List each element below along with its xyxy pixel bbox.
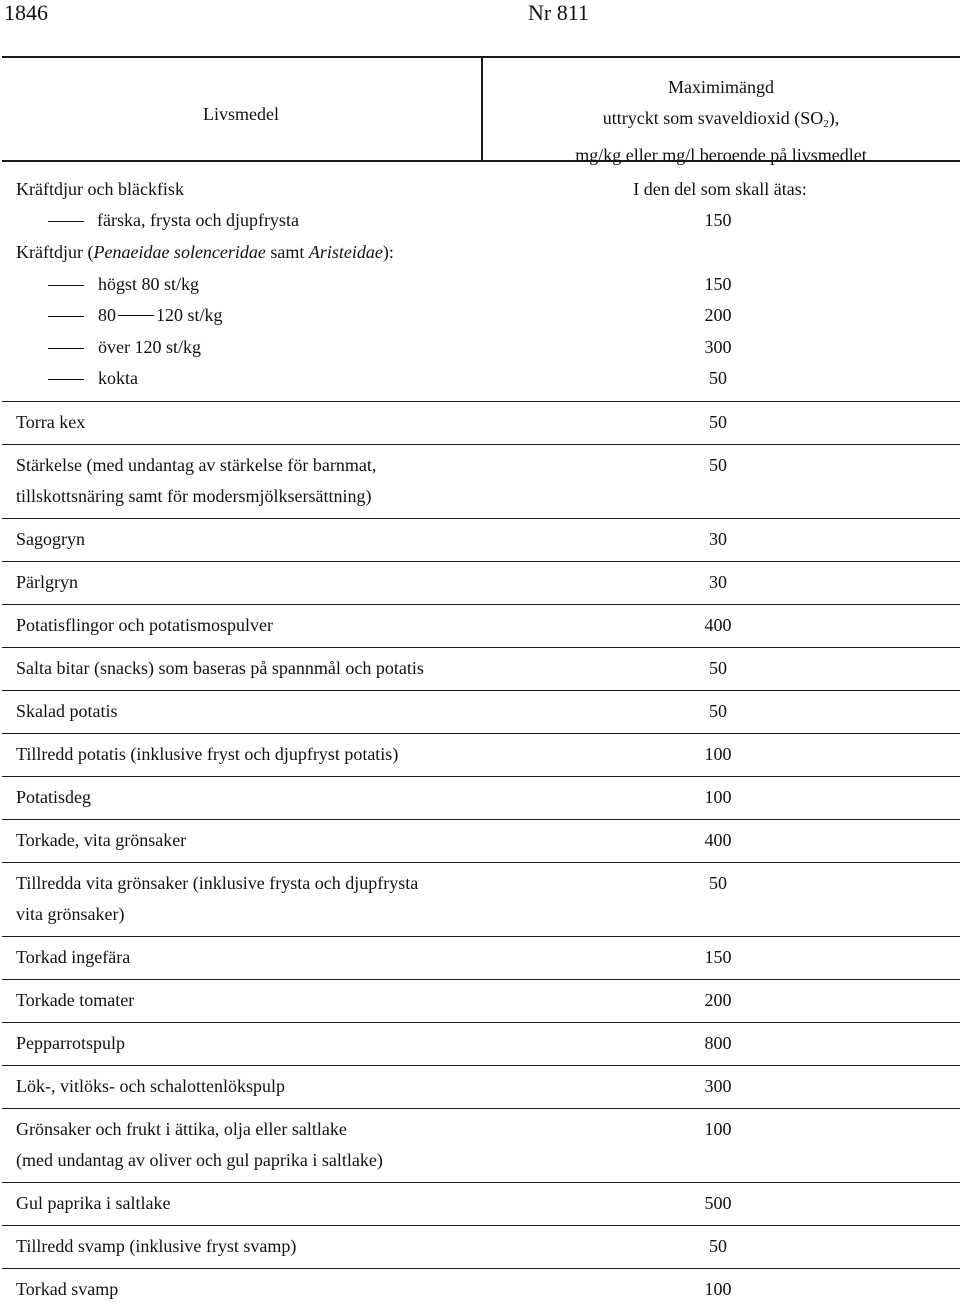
sub-120-value: 300 (704, 337, 732, 357)
row-separator (2, 733, 960, 734)
sub-120-label: över 120 st/kg (98, 337, 201, 357)
food-label: Torkad ingefära (16, 947, 131, 967)
row-separator (2, 690, 960, 691)
max-amount-value: 200 (704, 990, 732, 1010)
food-label: Torra kex (16, 412, 86, 432)
max-amount-value: 50 (709, 412, 727, 432)
so2-text: uttryckt som svaveldioxid (SO (602, 108, 824, 128)
document-number: Nr 811 (528, 0, 589, 25)
row-separator (2, 776, 960, 777)
max-amount-value: 100 (704, 1279, 732, 1299)
max-amount-value: 400 (704, 615, 732, 635)
sub-cooked-value: 50 (709, 368, 727, 388)
row-separator (2, 1182, 960, 1183)
dash-icon (48, 285, 84, 286)
row-separator (2, 401, 960, 402)
row-separator (2, 604, 960, 605)
penaeidae-species1: Penaeidae solenceridae (93, 242, 266, 262)
sub-80-value: 150 (704, 274, 732, 294)
food-label: Skalad potatis (16, 701, 118, 721)
row-separator (2, 1268, 960, 1269)
so2-subscript: 2 (823, 118, 829, 130)
food-label: Tillredd potatis (inklusive fryst och djupfryst potatis) (16, 744, 399, 764)
max-amount-value: 30 (709, 529, 727, 549)
food-label-continued: (med undantag av oliver och gul paprika i saltlake) (16, 1150, 383, 1170)
row-separator (2, 979, 960, 980)
range-end: 120 st/kg (156, 305, 223, 325)
food-label: Lök-, vitlöks- och schalottenlökspulp (16, 1076, 285, 1096)
food-label: Torkade, vita grönsaker (16, 830, 187, 850)
max-amount-value: 300 (704, 1076, 732, 1096)
so2-close: ), (828, 108, 840, 128)
fresh-label: färska, frysta och djupfrysta (97, 210, 299, 230)
food-label-continued: tillskottsnäring samt för modersmjölksersättning) (16, 486, 372, 506)
dash-icon (48, 379, 84, 380)
food-label: Potatisdeg (16, 787, 91, 807)
max-amount-value: 50 (709, 455, 727, 475)
row-separator (2, 1065, 960, 1066)
row-separator (2, 936, 960, 937)
max-amount-value: 30 (709, 572, 727, 592)
row-separator (2, 444, 960, 445)
max-amount-value: 100 (704, 744, 732, 764)
row-separator (2, 819, 960, 820)
food-label: Grönsaker och frukt i ättika, olja eller saltlake (16, 1119, 347, 1139)
column-header-food: Livsmedel (203, 104, 279, 124)
penaeidae-species2: Aristeidae (308, 242, 383, 262)
food-label: Tillredd svamp (inklusive fryst svamp) (16, 1236, 297, 1256)
food-label: Torkad svamp (16, 1279, 119, 1299)
penaeidae-post: ): (382, 242, 394, 262)
max-amount-value: 800 (704, 1033, 732, 1053)
row-separator (2, 561, 960, 562)
fresh-value: 150 (704, 210, 732, 230)
max-amount-value: 50 (709, 1236, 727, 1256)
max-amount-value: 150 (704, 947, 732, 967)
dash-icon (48, 221, 84, 222)
food-label: Gul paprika i saltlake (16, 1193, 171, 1213)
range-start: 80 (98, 305, 116, 325)
row-separator (2, 862, 960, 863)
penaeidae-pre: Kräftdjur ( (16, 242, 94, 262)
food-label-continued: vita grönsaker) (16, 904, 125, 924)
column-header-max-line3: mg/kg eller mg/l beroende på livsmedlet (575, 145, 867, 165)
row-separator (2, 1108, 960, 1109)
row-separator (2, 1022, 960, 1023)
row-separator (2, 647, 960, 648)
sub-cooked-label: kokta (98, 368, 138, 388)
crustaceans-title: Kräftdjur och bläckfisk (16, 179, 184, 199)
food-label: Pepparrotspulp (16, 1033, 125, 1053)
food-label: Torkade tomater (16, 990, 135, 1010)
penaeidae-mid: samt (265, 242, 309, 262)
sub-80-120-label (98, 300, 223, 331)
row-separator (2, 518, 960, 519)
max-amount-value: 100 (704, 787, 732, 807)
max-amount-value: 400 (704, 830, 732, 850)
food-label: Potatisflingor och potatismospulver (16, 615, 273, 635)
penaeidae-label (16, 237, 394, 268)
edible-part-note: I den del som skall ätas: (633, 179, 807, 199)
column-header-max-line1: Maximimängd (668, 77, 774, 97)
row-separator (2, 1225, 960, 1226)
sub-80-120-value: 200 (704, 305, 732, 325)
column-header-max-amount (482, 72, 960, 171)
max-amount-value: 50 (709, 701, 727, 721)
food-label: Salta bitar (snacks) som baseras på spannmål och potatis (16, 658, 424, 678)
max-amount-value: 500 (704, 1193, 732, 1213)
max-amount-value: 50 (709, 658, 727, 678)
max-amount-value: 100 (704, 1119, 732, 1139)
page-header (0, 0, 960, 30)
food-label: Pärlgryn (16, 572, 78, 592)
max-amount-value: 50 (709, 873, 727, 893)
food-label: Stärkelse (med undantag av stärkelse för barnmat, (16, 455, 377, 475)
dash-icon (48, 316, 84, 317)
page-number: 1846 (4, 0, 48, 25)
dash-icon (48, 348, 84, 349)
dash-icon (118, 315, 154, 316)
column-header-max-line2 (482, 103, 960, 140)
food-label: Sagogryn (16, 529, 85, 549)
food-label: Tillredda vita grönsaker (inklusive frysta och djupfrysta (16, 873, 419, 893)
sub-80-label: högst 80 st/kg (98, 274, 200, 294)
